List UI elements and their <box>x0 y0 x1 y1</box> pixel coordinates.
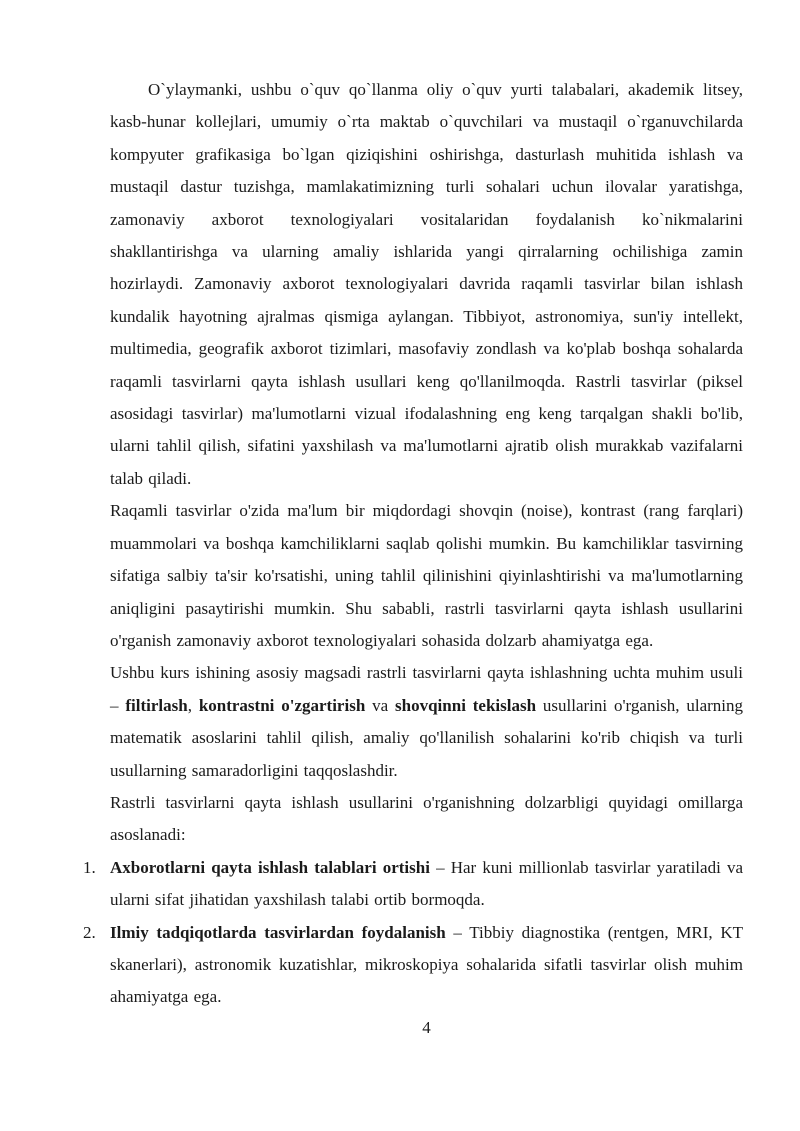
paragraph-course-goal: Ushbu kurs ishining asosiy magsadi rastrli tasvirlarni qayta ishlashning uchta muhim usuli – filtirlash, kontrastni o'zgartirish va shovqinni tekislash usullarini o'rganish, ularning matematik asoslarini tahlil qilish, amaliy qo'llanilish sohalarini ko'rib chiqish va turli usullarning samaradorligini taqqoslashdir. <box>110 663 744 780</box>
list-item-text: Axborotlarni qayta ishlash talablari ortishi – Har kuni millionlab tasvirlar yaratiladi va ularni sifat jihatidan yaxshilash talabi ortib bormoqda. <box>110 857 743 910</box>
list-item <box>83 917 743 1014</box>
paragraph-relevance-lead: Rastrli tasvirlarni qayta ishlash usullarini o'rganishning dolzarbligi quyidagi omillarga asoslanadi: <box>110 792 743 845</box>
numbered-list <box>83 852 743 1014</box>
list-item-number: 2. <box>83 922 96 942</box>
page-content <box>83 74 744 1014</box>
paragraph-noise-problems: Raqamli tasvirlar o'zida ma'lum bir miqdordagi shovqin (noise), kontrast (rang farqlari) muammolari va boshqa kamchiliklarni saqlab qolishi mumkin. Bu kamchiliklar tasvirning sifatiga salbiy ta'sir ko'rsatishi, uning tahlil qilinishini qiyinlashtirishi va ma'lumotlarning aniqligini pasaytirishi mumkin. Shu sababli, rastrli tasvirlarni qayta ishlash usullarini o'rganish zamonaviy axborot texnologiyalari sohasida dolzarb ahamiyatga ega. <box>110 501 743 650</box>
list-item-text: Ilmiy tadqiqotlarda tasvirlardan foydalanish – Tibbiy diagnostika (rentgen, MRI, KT skanerlari), astronomik kuzatishlar, mikroskopiya sohalarida sifatli tasvirlar olish muhim ahamiyatga ega. <box>110 922 743 1007</box>
list-item-number: 1. <box>83 857 96 877</box>
page-number: 4 <box>422 1017 431 1037</box>
list-item <box>83 852 743 917</box>
paragraph-intro: O`ylaymanki, ushbu o`quv qo`llanma oliy o`quv yurti talabalari, akademik litsey, kasb-hunar kollejlari, umumiy o`rta maktab o`quvchilari va mustaqil o`rganuvchilarda kompyuter grafikasiga bo`lgan qiziqishini oshirishga, dasturlash muhitida ishlash va mustaqil dastur tuzishga, mamlakatimizning turli sohalari uchun ilovalar yaratishga, zamonaviy axborot texnologiyalari vositalaridan foydalanish ko`nikmalarini shakllantirishga va ularning amaliy ishlarida yangi qirralarning ochilishiga zamin hozirlaydi. Zamonaviy axborot texnologiyalari davrida raqamli tasvirlar bilan ishlash kundalik hayotning ajralmas qismiga aylangan. Tibbiyot, astronomiya, sun'iy intellekt, multimedia, geografik axborot tizimlari, masofaviy zondlash va ko'plab boshqa sohalarda raqamli tasvirlarni qayta ishlash usullari keng qo'llanilmoqda. Rastrli tasvirlar (piksel asosidagi tasvirlar) ma'lumotlarni vizual ifodalashning eng keng tarqalgan shakli bo'lib, ularni tahlil qilish, sifatini yaxshilash va ma'lumotlarni ajratib olish murakkab vazifalarni talab qiladi. <box>110 80 743 488</box>
